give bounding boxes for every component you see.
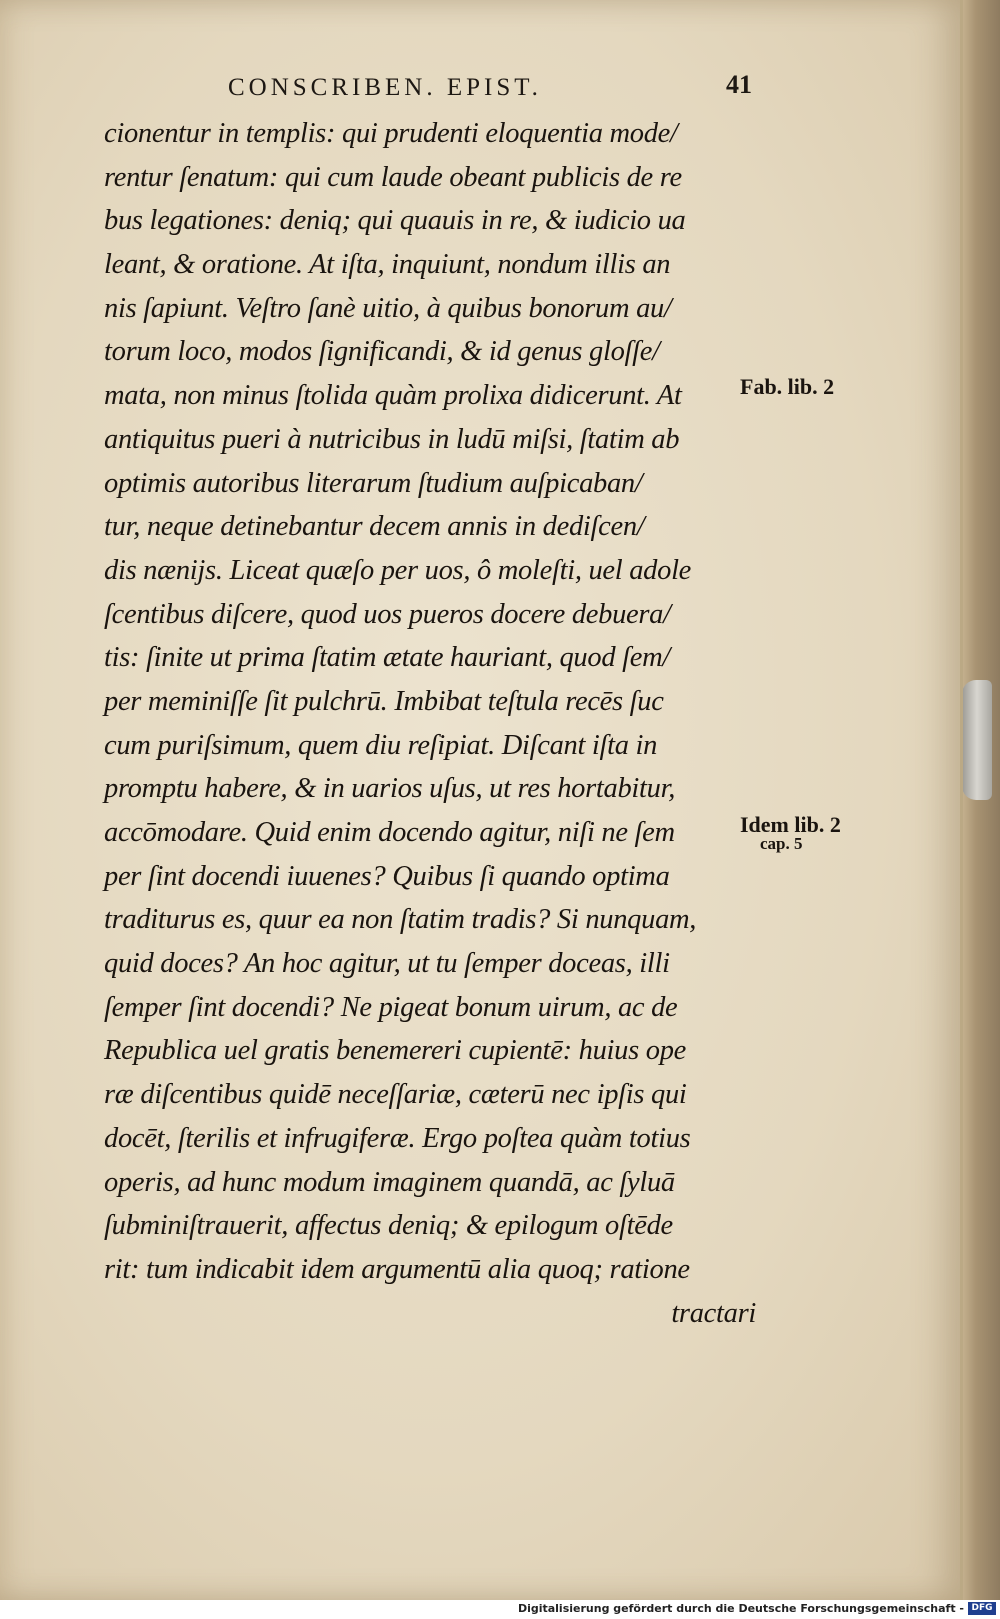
text-line: traditurus es, quur ea non ſtatim tradis? Si nunquam,	[104, 904, 697, 936]
text-line: bus legationes: deniq; qui quauis in re, & iudicio ua	[104, 205, 686, 237]
dfg-logo: DFG	[968, 1602, 996, 1615]
funding-credit: Digitalisierung gefördert durch die Deutsche Forschungsgemeinschaft -	[517, 1602, 964, 1615]
page-header	[0, 70, 960, 110]
margin-note-cap-5: cap. 5	[760, 834, 803, 853]
page-number: 41	[726, 70, 752, 99]
text-line: tis: ſinite ut prima ſtatim ætate hauriant, quod ſem/	[104, 642, 670, 674]
text-line: promptu habere, & in uarios uſus, ut res hortabitur,	[104, 773, 676, 805]
text-line: antiquitus pueri à nutricibus in ludū miſsi, ſtatim ab	[104, 423, 680, 455]
text-line: ræ diſcentibus quidē neceſſariæ, cæterū nec ipſis qui	[104, 1079, 687, 1111]
text-line: ſcentibus diſcere, quod uos pueros docere debuera/	[104, 598, 671, 630]
text-line: per ſint docendi iuuenes? Quibus ſi quando optima	[104, 860, 670, 892]
text-line: leant, & oratione. At iſta, inquiunt, nondum illis an	[104, 249, 671, 281]
text-line: tur, neque detinebantur decem annis in dediſcen/	[104, 511, 645, 543]
text-line: nis ſapiunt. Veſtro ſanè uitio, à quibus bonorum au/	[104, 292, 672, 324]
text-line: ſemper ſint docendi? Ne pigeat bonum uirum, ac de	[104, 991, 678, 1023]
text-line: rit: tum indicabit idem argumentū alia quoq; ratione	[104, 1253, 690, 1285]
digitization-footer	[0, 1600, 1000, 1619]
text-line: Republica uel gratis benemereri cupientē: huius ope	[104, 1035, 686, 1067]
text-line: accōmodare. Quid enim docendo agitur, niſi ne ſem	[104, 817, 675, 848]
margin-note-fab-lib-2: Fab. lib. 2	[740, 374, 835, 399]
text-line: quid doces? An hoc agitur, ut tu ſemper doceas, illi	[104, 948, 670, 980]
book-page-edge	[960, 0, 1000, 1600]
page-marker-tab	[962, 680, 992, 800]
running-head: CONSCRIBEN. EPIST.	[228, 74, 542, 101]
text-line: dis nænijs. Liceat quæſo per uos, ô moleſti, uel adole	[104, 554, 692, 586]
text-line: torum loco, modos ſignificandi, & id genus gloſſe/	[104, 336, 660, 368]
text-line: optimis autoribus literarum ſtudium auſpicaban/	[104, 467, 643, 499]
margin-note-idem-lib-2: Idem lib. 2	[740, 812, 841, 837]
text-line: rentur ſenatum: qui cum laude obeant publicis de re	[104, 161, 682, 193]
text-line: operis, ad hunc modum imaginem quandā, ac ſyluā	[104, 1166, 675, 1198]
text-line: ſubminiſtrauerit, affectus deniq; & epilogum oſtēde	[104, 1210, 673, 1242]
text-line: cum puriſsimum, quem diu reſipiat. Diſcant iſta in	[104, 729, 658, 761]
text-line: mata, non minus ſtolida quàm prolixa didicerunt. At	[104, 380, 682, 412]
text-line: docēt, ſterilis et infrugiferæ. Ergo poſtea quàm totius	[104, 1122, 691, 1154]
text-line: per meminiſſe ſit pulchrū. Imbibat teſtula recēs ſuc	[104, 685, 664, 717]
text-line: cionentur in templis: qui prudenti eloquentia mode/	[104, 118, 678, 149]
text-line: tractari	[671, 1297, 756, 1329]
body-text	[104, 112, 764, 1335]
